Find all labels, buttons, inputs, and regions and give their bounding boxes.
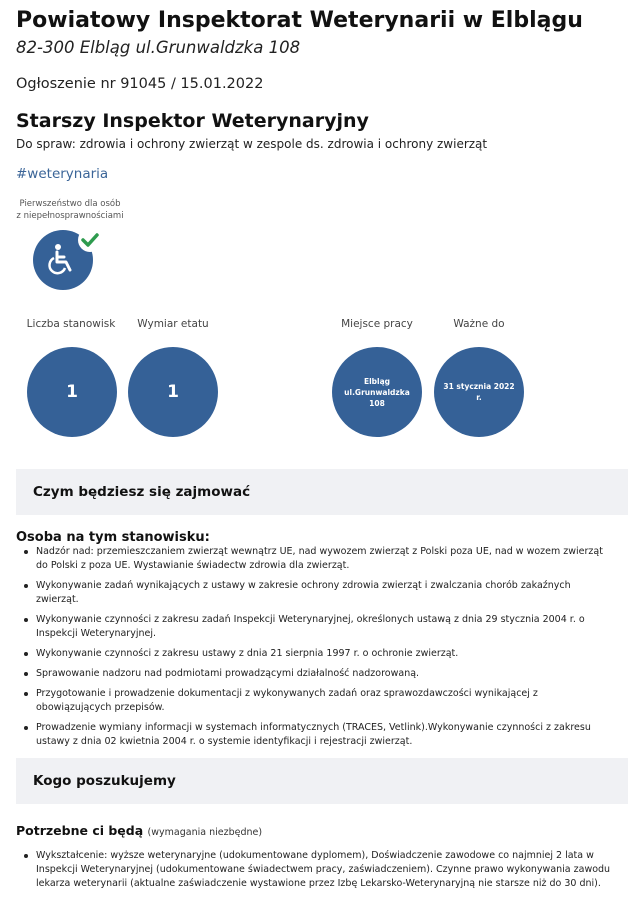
list-item: Wykonywanie czynności z zakresu ustawy z dnia 21 sierpnia 1997 r. o ochronie zwierząt. (36, 647, 616, 661)
list-item: Sprawowanie nadzoru nad podmiotami prowadzącymi działalność nadzorowaną. (36, 667, 616, 681)
section-requirements-title: Kogo poszukujemy (33, 773, 176, 789)
stat-value-workplace: Elbląg ul.Grunwaldzka 108 (332, 347, 422, 437)
requirements-subheading (16, 823, 262, 838)
requirements-subheading-note: (wymagania niezbędne) (147, 827, 263, 838)
stat-label-fte: Wymiar etatu (137, 318, 209, 330)
priority-label: Pierwszeństwo dla osób z niepełnosprawnościami (16, 199, 124, 221)
duties-subheading: Osoba na tym stanowisku: (16, 530, 210, 545)
list-item: Przygotowanie i prowadzenie dokumentacji z wykonywanych zadań oraz sprawozdawczości wynikającej z obowiązujących przepisów. (36, 687, 616, 715)
stat-label-workplace: Miejsce pracy (341, 318, 413, 330)
section-requirements-header (16, 758, 628, 804)
stat-label-valid-until: Ważne do (453, 318, 505, 330)
job-department: Do spraw: zdrowia i ochrony zwierząt w zespole ds. zdrowia i ochrony zwierząt (16, 137, 488, 151)
list-item: Prowadzenie wymiany informacji w systemach informatycznych (TRACES, Vetlink).Wykonywanie czynności z zakresu ustawy z dnia 02 kwietnia 2004 r. o systemie identyfikacji i rejestracji zwierząt. (36, 721, 616, 749)
list-item: Nadzór nad: przemieszczaniem zwierząt wewnątrz UE, nad wywozem zwierząt z Polski poza UE, nad w wozem zwierząt do Polski z poza UE. Wystawianie świadectw zdrowia dla zwierząt. (36, 545, 616, 573)
duties-list (16, 545, 616, 755)
list-item: Wykonywanie czynności z zakresu zadań Inspekcji Weterynaryjnej, określonych ustawą z dnia 29 stycznia 2004 r. o Inspekcji Weterynaryjnej. (36, 613, 616, 641)
org-address: 82-300 Elbląg ul.Grunwaldzka 108 (16, 38, 301, 57)
notice-number: Ogłoszenie nr 91045 / 15.01.2022 (16, 76, 264, 92)
requirements-list (16, 849, 616, 897)
list-item: Wykształcenie: wyższe weterynaryjne (udokumentowane dyplomem), Doświadczenie zawodowe co najmniej 2 lata w Inspekcji Weterynaryjnej (udokumentowane świadectwem pracy, zaświadczeniem). Czynne prawo wykonywania zawodu lekarza weterynarii (aktualne zaświadczenie wystawione przez Izbę Lekarsko-Weterynaryjną nie starsze niż do 30 dni). (36, 849, 616, 891)
section-duties-header (16, 469, 628, 515)
job-title: Starszy Inspektor Weterynaryjny (16, 110, 369, 132)
list-item: Wykonywanie zadań wynikających z ustawy w zakresie ochrony zdrowia zwierząt i zwalczania chorób zakaźnych zwierząt. (36, 579, 616, 607)
check-icon (78, 228, 102, 252)
org-name: Powiatowy Inspektorat Weterynarii w Elblągu (16, 8, 583, 33)
requirements-subheading-text: Potrzebne ci będą (16, 823, 144, 838)
section-duties-title: Czym będziesz się zajmować (33, 484, 251, 500)
stat-value-positions: 1 (27, 347, 117, 437)
stat-value-fte: 1 (128, 347, 218, 437)
hashtag-link[interactable]: #weterynaria (16, 166, 109, 182)
stat-label-positions: Liczba stanowisk (26, 318, 116, 330)
stat-value-valid-until: 31 stycznia 2022 r. (434, 347, 524, 437)
